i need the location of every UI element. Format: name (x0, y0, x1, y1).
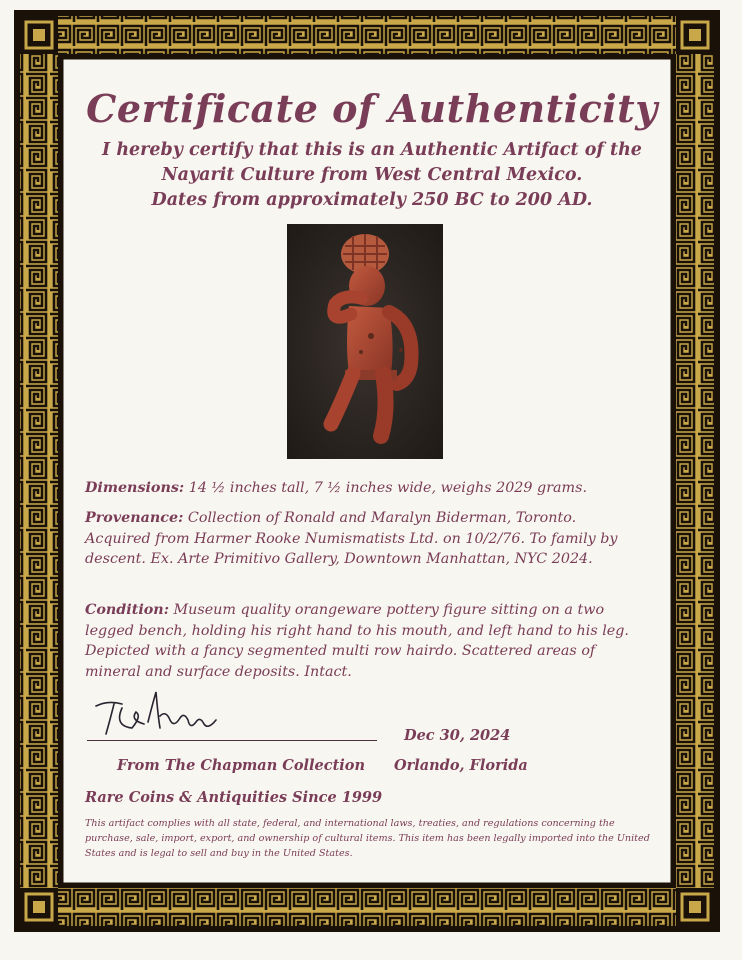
dimensions-paragraph (85, 478, 645, 499)
certification-line-3: Dates from approximately 250 BC to 200 AD. (151, 190, 593, 210)
provenance-paragraph (85, 508, 645, 570)
condition-text: Museum quality orangeware pottery figure sitting on a two legged bench, holding his right hand to his mouth, and left hand to his leg. Depicted with a fancy segmented multi row hairdo. Scattered areas of mineral and surface deposits. Intact. (85, 602, 629, 680)
provenance-label: Provenance: (85, 510, 184, 526)
certification-line-1: I hereby certify that this is an Authentic Artifact of the (102, 140, 642, 160)
dimensions-label: Dimensions: (85, 480, 185, 496)
handwritten-signature (92, 686, 242, 742)
certification-line-2: Nayarit Culture from West Central Mexico. (161, 165, 583, 185)
certificate-content (82, 82, 662, 882)
condition-paragraph (85, 600, 645, 682)
legal-disclaimer: This artifact complies with all state, federal, and international laws, treaties, and regulations concerning the purchase, sale, import, export, and ownership of cultural items. This item has been legally imported into the United States and is legal to sell and buy in the United States. (85, 818, 650, 859)
artifact-photo (287, 224, 443, 459)
certificate-location: Orlando, Florida (394, 757, 528, 774)
business-tagline: Rare Coins & Antiquities Since 1999 (85, 789, 383, 806)
provenance-text: Collection of Ronald and Maralyn Biderman, Toronto. Acquired from Harmer Rooke Numismatists Ltd. on 10/2/76. To family by descent. Ex. Arte Primitivo Gallery, Downtown Manhattan, NYC 2024. (85, 510, 618, 567)
condition-label: Condition: (85, 602, 169, 618)
certificate-title: Certificate of Authenticity (86, 86, 658, 131)
dimensions-text: 14 ½ inches tall, 7 ½ inches wide, weighs 2029 grams. (184, 480, 587, 496)
certificate-date: Dec 30, 2024 (404, 727, 511, 744)
signature-caption: From The Chapman Collection (117, 757, 365, 774)
signature-line (87, 740, 377, 741)
